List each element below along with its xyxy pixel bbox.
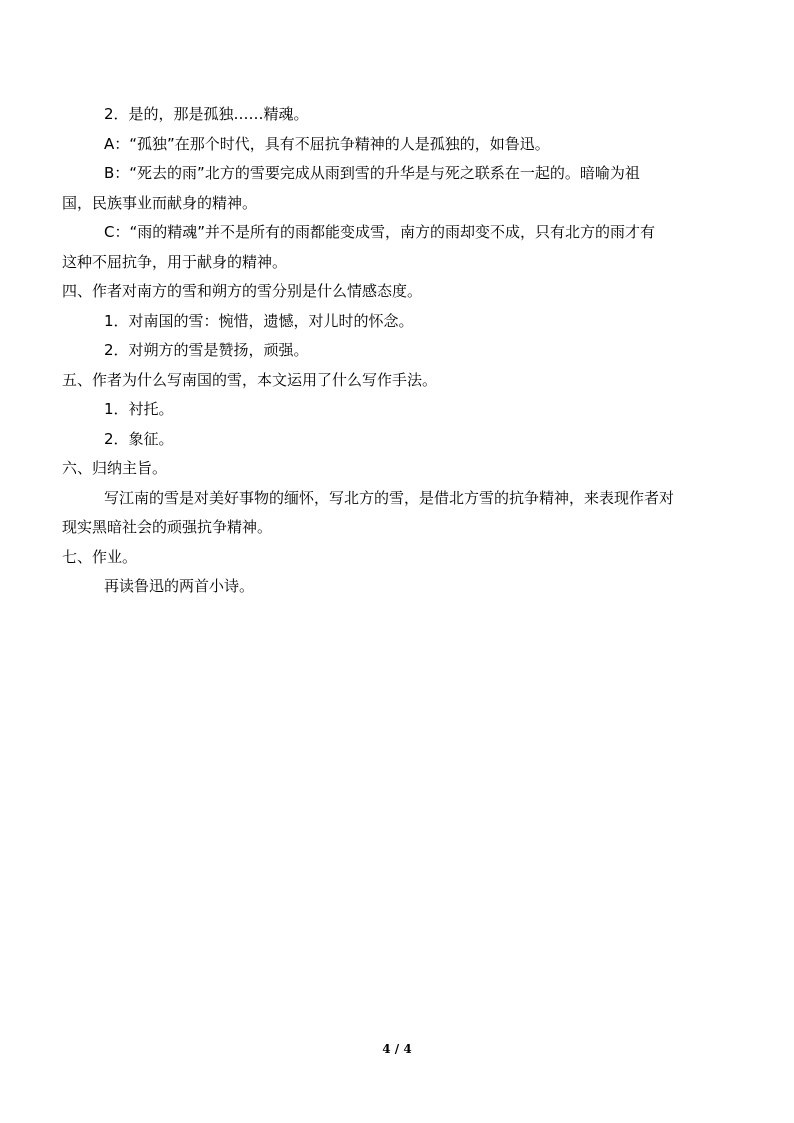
section-7-heading: 七、作业。 xyxy=(62,547,138,566)
point-c-line: C：“雨的精魂”并不是所有的雨都能变成雪，南方的雨却变不成，只有北方的雨才有 xyxy=(104,223,656,241)
section-4-heading: 四、作者对南方的雪和朔方的雪分别是什么情感态度。 xyxy=(62,282,423,300)
theme-paragraph-continuation: 现实黑暗社会的顽强抗争精神。 xyxy=(62,518,273,536)
section-4-item-2: 2．对朔方的雪是赞扬，顽强。 xyxy=(104,341,309,359)
section-5-item-1: 1．衬托。 xyxy=(104,400,174,418)
section-6-heading: 六、归纳主旨。 xyxy=(62,459,168,477)
point-b-continuation: 国，民族事业而献身的精神。 xyxy=(62,193,258,212)
answer-2-line: 2．是的，那是孤独……精魂。 xyxy=(104,105,309,123)
point-b-line: B：“死去的雨”北方的雪要完成从雨到雪的升华是与死之联系在一起的。暗喻为祖 xyxy=(104,164,640,182)
point-a-line: A：“孤独”在那个时代，具有不屈抗争精神的人是孤独的，如鲁迅。 xyxy=(104,134,550,153)
point-c-continuation: 这种不屈抗争，用于献身的精神。 xyxy=(62,252,288,271)
theme-paragraph-line: 写江南的雪是对美好事物的缅怀，写北方的雪，是借北方雪的抗争精神，来表现作者对 xyxy=(104,488,675,507)
homework-line: 再读鲁迅的两首小诗。 xyxy=(104,577,255,595)
document-body xyxy=(62,100,726,602)
section-4-item-1: 1．对南国的雪：惋惜，遗憾，对儿时的怀念。 xyxy=(104,311,414,330)
section-5-heading: 五、作者为什么写南国的雪，本文运用了什么写作手法。 xyxy=(62,370,438,389)
section-5-item-2: 2．象征。 xyxy=(104,429,174,448)
page-number: 4 / 4 xyxy=(382,1042,412,1056)
